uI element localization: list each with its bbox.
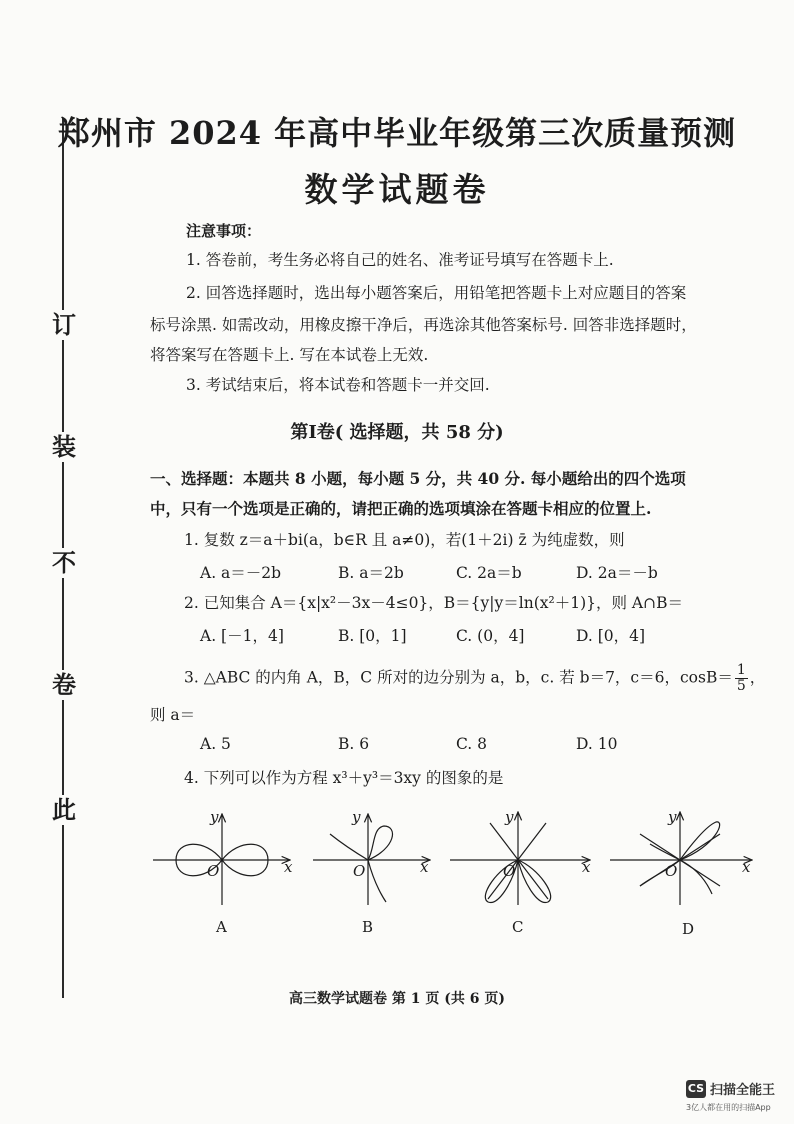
graph-d-origin: O xyxy=(665,862,678,880)
graph-b-y-label: y xyxy=(352,808,361,826)
graph-a-x-label: x xyxy=(284,858,293,876)
graph-a-origin: O xyxy=(207,862,220,880)
question-2-option-a: A. [－1，4] xyxy=(200,627,284,645)
exam-title: 郑州市 2024 年高中毕业年级第三次质量预测 xyxy=(57,114,737,152)
binding-char: 订 xyxy=(52,310,76,339)
graph-b-x-label: x xyxy=(420,858,429,876)
graph-a xyxy=(153,808,293,936)
graph-a-label: A xyxy=(216,918,227,936)
graph-d-label: D xyxy=(682,920,695,938)
graph-b-label: B xyxy=(362,918,374,936)
binding-char: 卷 xyxy=(52,670,76,699)
scanner-tagline: 3亿人都在用的扫描App xyxy=(686,1103,771,1112)
section-intro-line1: 一、选择题：本题共 8 小题，每小题 5 分，共 40 分. 每小题给出的四个选项 xyxy=(150,469,686,488)
graph-c-origin: O xyxy=(503,862,516,880)
graph-d-y-label: y xyxy=(668,808,677,826)
question-3-option-d: D. 10 xyxy=(576,735,618,753)
binding-char: 此 xyxy=(52,795,76,824)
graph-b xyxy=(313,808,430,936)
question-1-option-b: B. a＝2b xyxy=(338,564,404,582)
notice-item-2-line2: 标号涂黑. 如需改动，用橡皮擦干净后，再选涂其他答案标号. 回答非选择题时， xyxy=(150,316,697,334)
scanner-logo: CS xyxy=(686,1080,706,1098)
question-3-option-b: B. 6 xyxy=(338,735,370,753)
question-3-stem-text: 3. △ABC 的内角 A，B，C 所对的边分别为 a，b，c. 若 b＝7，c＝6，cosB＝ xyxy=(184,668,733,687)
question-3-option-c: C. 8 xyxy=(456,735,488,753)
graph-c-label: C xyxy=(512,918,524,936)
page-footer: 高三数学试题卷 第 1 页 (共 6 页) xyxy=(289,991,505,1007)
question-3-stem-end: ， xyxy=(749,668,766,687)
binding-char: 装 xyxy=(52,432,76,461)
graph-a-y-label: y xyxy=(210,808,219,826)
notice-item-3: 3. 考试结束后，将本试卷和答题卡一并交回. xyxy=(186,376,490,394)
question-1-option-c: C. 2a＝b xyxy=(456,564,522,582)
notice-item-1: 1. 答卷前，考生务必将自己的姓名、准考证号填写在答题卡上. xyxy=(186,251,614,269)
notice-item-2-line1: 2. 回答选择题时，选出每小题答案后，用铅笔把答题卡上对应题目的答案 xyxy=(186,284,687,302)
notice-heading: 注意事项： xyxy=(186,222,262,240)
question-2-option-d: D. [0，4] xyxy=(576,627,646,645)
question-3-option-a: A. 5 xyxy=(200,735,231,753)
question-2-stem: 2. 已知集合 A＝{x|x²－3x－4≤0}，B＝{y|y＝ln(x²＋1)}，则 A∩B＝ xyxy=(184,594,683,612)
question-4-stem: 4. 下列可以作为方程 x³＋y³＝3xy 的图象的是 xyxy=(184,769,504,787)
graph-c xyxy=(450,808,591,936)
graph-d xyxy=(610,808,752,938)
graph-b-origin: O xyxy=(353,862,366,880)
binding-char: 不 xyxy=(52,548,76,577)
question-2-option-c: C. (0，4] xyxy=(456,627,525,645)
graph-d-x-label: x xyxy=(742,858,751,876)
section-intro-line2: 中，只有一个选项是正确的，请把正确的选项填涂在答题卡相应的位置上. xyxy=(150,499,652,518)
question-1-stem: 1. 复数 z＝a＋bi(a，b∈R 且 a≠0)，若(1＋2i) z̄ 为纯虚数，则 xyxy=(184,531,625,549)
graph-c-x-label: x xyxy=(582,858,591,876)
question-2-option-b: B. [0，1] xyxy=(338,627,407,645)
scanner-name: 扫描全能王 xyxy=(710,1083,776,1098)
graph-c-y-label: y xyxy=(505,808,514,826)
notice-item-2-line3: 将答案写在答题卡上. 写在本试卷上无效. xyxy=(150,346,429,364)
question-1-option-a: A. a＝－2b xyxy=(200,564,282,582)
fraction-numerator: 1 xyxy=(736,662,746,678)
question-3-stem-line2: 则 a＝ xyxy=(150,706,196,724)
exam-subtitle: 数学试题卷 xyxy=(304,170,490,209)
section-title: 第Ⅰ卷( 选择题，共 58 分) xyxy=(290,422,504,443)
fraction-denominator: 5 xyxy=(736,678,746,694)
question-1-option-d: D. 2a＝－b xyxy=(576,564,658,582)
